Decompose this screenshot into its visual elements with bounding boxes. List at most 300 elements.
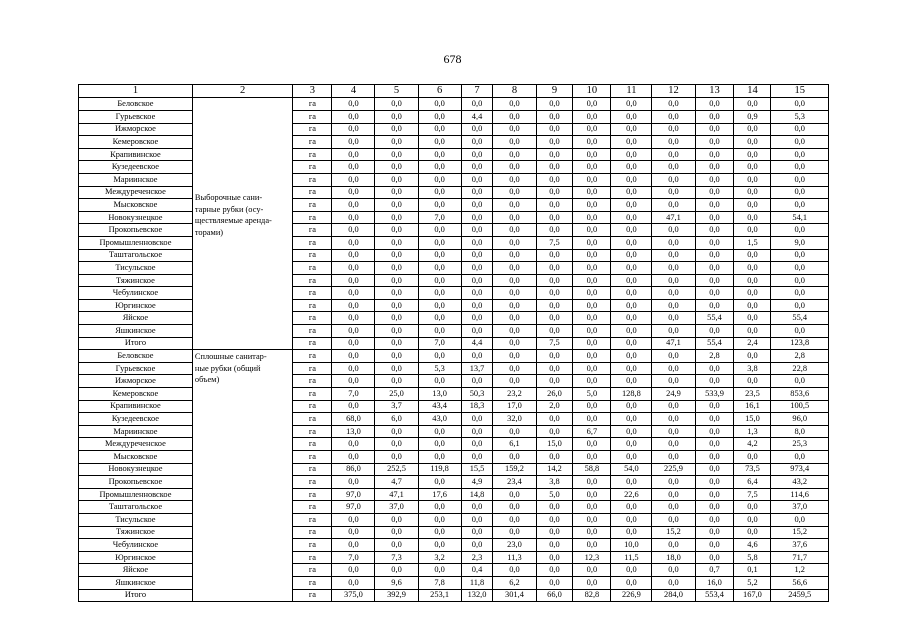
value-cell: 43,2 bbox=[771, 476, 829, 489]
value-cell: 23,4 bbox=[493, 476, 536, 489]
value-cell: 0,0 bbox=[611, 110, 652, 123]
value-cell: 6,1 bbox=[493, 438, 536, 451]
value-cell: 253,1 bbox=[418, 589, 461, 602]
value-cell: 0,0 bbox=[375, 350, 418, 363]
value-cell: 0,0 bbox=[332, 148, 375, 161]
unit-cell: га bbox=[293, 236, 332, 249]
table-row bbox=[79, 337, 829, 350]
value-cell: 0,0 bbox=[652, 425, 695, 438]
value-cell: 0,0 bbox=[536, 211, 573, 224]
value-cell: 0,0 bbox=[573, 186, 611, 199]
value-cell: 0,0 bbox=[536, 501, 573, 514]
value-cell: 0,0 bbox=[375, 186, 418, 199]
group-label-line: тарные рубки (осу- bbox=[194, 204, 264, 214]
unit-cell: га bbox=[293, 211, 332, 224]
value-cell: 0,0 bbox=[652, 438, 695, 451]
value-cell: 0,0 bbox=[573, 287, 611, 300]
value-cell: 0,0 bbox=[611, 362, 652, 375]
unit-cell: га bbox=[293, 148, 332, 161]
value-cell: 0,0 bbox=[332, 325, 375, 338]
value-cell: 0,0 bbox=[375, 98, 418, 111]
value-cell: 0,0 bbox=[695, 451, 734, 464]
value-cell: 2,8 bbox=[695, 350, 734, 363]
value-cell: 3,2 bbox=[418, 551, 461, 564]
header-cell: 6 bbox=[418, 85, 461, 98]
table-row bbox=[79, 564, 829, 577]
unit-cell: га bbox=[293, 249, 332, 262]
value-cell: 0,0 bbox=[652, 299, 695, 312]
value-cell: 0,0 bbox=[418, 539, 461, 552]
value-cell: 18,3 bbox=[461, 400, 493, 413]
value-cell: 0,0 bbox=[418, 173, 461, 186]
value-cell: 0,0 bbox=[771, 274, 829, 287]
unit-cell: га bbox=[293, 274, 332, 287]
value-cell: 392,9 bbox=[375, 589, 418, 602]
value-cell: 0,0 bbox=[332, 438, 375, 451]
unit-cell: га bbox=[293, 413, 332, 426]
value-cell: 0,0 bbox=[461, 123, 493, 136]
value-cell: 11,8 bbox=[461, 576, 493, 589]
value-cell: 128,8 bbox=[611, 388, 652, 401]
value-cell: 37,0 bbox=[771, 501, 829, 514]
unit-cell: га bbox=[293, 136, 332, 149]
value-cell: 0,0 bbox=[418, 425, 461, 438]
value-cell: 0,0 bbox=[461, 211, 493, 224]
data-table bbox=[78, 84, 829, 602]
value-cell: 0,0 bbox=[332, 375, 375, 388]
unit-cell: га bbox=[293, 501, 332, 514]
value-cell: 0,0 bbox=[418, 451, 461, 464]
value-cell: 73,5 bbox=[734, 463, 771, 476]
value-cell: 10,0 bbox=[611, 539, 652, 552]
value-cell: 0,0 bbox=[418, 564, 461, 577]
value-cell: 0,0 bbox=[493, 325, 536, 338]
value-cell: 0,0 bbox=[573, 211, 611, 224]
group-label-line: Выборочные сани- bbox=[194, 193, 263, 203]
value-cell: 0,0 bbox=[652, 110, 695, 123]
value-cell: 96,0 bbox=[771, 413, 829, 426]
value-cell: 0,0 bbox=[573, 526, 611, 539]
value-cell: 0,0 bbox=[695, 463, 734, 476]
district-name-cell: Кузедеевское bbox=[79, 161, 193, 174]
table-row bbox=[79, 274, 829, 287]
value-cell: 0,0 bbox=[652, 501, 695, 514]
value-cell: 0,0 bbox=[536, 325, 573, 338]
value-cell: 0,0 bbox=[611, 438, 652, 451]
value-cell: 225,9 bbox=[652, 463, 695, 476]
value-cell: 0,0 bbox=[734, 98, 771, 111]
value-cell: 32,0 bbox=[493, 413, 536, 426]
value-cell: 100,5 bbox=[771, 400, 829, 413]
header-cell: 12 bbox=[652, 85, 695, 98]
value-cell: 2,8 bbox=[771, 350, 829, 363]
value-cell: 0,0 bbox=[332, 526, 375, 539]
value-cell: 0,0 bbox=[461, 350, 493, 363]
district-name-cell: Прокопьевское bbox=[79, 476, 193, 489]
unit-cell: га bbox=[293, 110, 332, 123]
value-cell: 0,0 bbox=[652, 262, 695, 275]
group-label-line: торами) bbox=[194, 227, 224, 237]
value-cell: 0,0 bbox=[493, 123, 536, 136]
value-cell: 0,0 bbox=[611, 501, 652, 514]
unit-cell: га bbox=[293, 463, 332, 476]
value-cell: 0,0 bbox=[652, 148, 695, 161]
district-name-cell: Промышленновское bbox=[79, 236, 193, 249]
value-cell: 0,0 bbox=[771, 199, 829, 212]
value-cell: 0,0 bbox=[418, 262, 461, 275]
value-cell: 0,0 bbox=[652, 350, 695, 363]
value-cell: 0,0 bbox=[611, 413, 652, 426]
unit-cell: га bbox=[293, 526, 332, 539]
value-cell: 0,0 bbox=[536, 123, 573, 136]
value-cell: 23,5 bbox=[734, 388, 771, 401]
value-cell: 301,4 bbox=[493, 589, 536, 602]
district-name-cell: Новокузнецкое bbox=[79, 463, 193, 476]
value-cell: 7,0 bbox=[332, 551, 375, 564]
table-row bbox=[79, 98, 829, 111]
district-name-cell: Беловское bbox=[79, 350, 193, 363]
value-cell: 0,0 bbox=[771, 136, 829, 149]
table-row bbox=[79, 576, 829, 589]
district-name-cell: Яшкинское bbox=[79, 576, 193, 589]
value-cell: 0,0 bbox=[375, 425, 418, 438]
value-cell: 0,0 bbox=[493, 236, 536, 249]
value-cell: 0,0 bbox=[418, 123, 461, 136]
value-cell: 0,0 bbox=[695, 425, 734, 438]
value-cell: 5,8 bbox=[734, 551, 771, 564]
table-row bbox=[79, 350, 829, 363]
table-row bbox=[79, 287, 829, 300]
value-cell: 54,1 bbox=[771, 211, 829, 224]
value-cell: 973,4 bbox=[771, 463, 829, 476]
value-cell: 2,4 bbox=[734, 337, 771, 350]
value-cell: 0,0 bbox=[695, 501, 734, 514]
value-cell: 0,0 bbox=[461, 438, 493, 451]
unit-cell: га bbox=[293, 564, 332, 577]
value-cell: 0,0 bbox=[611, 98, 652, 111]
value-cell: 5,0 bbox=[573, 388, 611, 401]
unit-cell: га bbox=[293, 161, 332, 174]
district-name-cell: Мариинское bbox=[79, 425, 193, 438]
value-cell: 0,0 bbox=[536, 224, 573, 237]
district-name-cell: Тисульское bbox=[79, 513, 193, 526]
value-cell: 0,0 bbox=[652, 400, 695, 413]
value-cell: 0,0 bbox=[573, 299, 611, 312]
value-cell: 0,0 bbox=[573, 123, 611, 136]
value-cell: 0,0 bbox=[611, 312, 652, 325]
value-cell: 0,0 bbox=[652, 123, 695, 136]
table-row bbox=[79, 513, 829, 526]
value-cell: 2,3 bbox=[461, 551, 493, 564]
value-cell: 0,0 bbox=[734, 325, 771, 338]
value-cell: 0,0 bbox=[418, 249, 461, 262]
value-cell: 0,0 bbox=[461, 148, 493, 161]
value-cell: 0,0 bbox=[573, 438, 611, 451]
value-cell: 0,0 bbox=[461, 299, 493, 312]
unit-cell: га bbox=[293, 98, 332, 111]
table-row bbox=[79, 539, 829, 552]
table-row bbox=[79, 136, 829, 149]
value-cell: 0,0 bbox=[493, 299, 536, 312]
value-cell: 0,0 bbox=[536, 148, 573, 161]
value-cell: 0,0 bbox=[332, 262, 375, 275]
value-cell: 0,0 bbox=[695, 199, 734, 212]
value-cell: 0,0 bbox=[375, 312, 418, 325]
value-cell: 0,0 bbox=[734, 123, 771, 136]
value-cell: 0,0 bbox=[573, 488, 611, 501]
group-label-cell bbox=[192, 98, 293, 350]
unit-cell: га bbox=[293, 589, 332, 602]
value-cell: 0,0 bbox=[493, 564, 536, 577]
value-cell: 0,0 bbox=[771, 98, 829, 111]
value-cell: 0,0 bbox=[493, 362, 536, 375]
value-cell: 0,0 bbox=[493, 312, 536, 325]
group-label-line: Сплошные санитар- bbox=[194, 352, 267, 362]
value-cell: 0,7 bbox=[695, 564, 734, 577]
value-cell: 97,0 bbox=[332, 488, 375, 501]
value-cell: 0,0 bbox=[652, 98, 695, 111]
value-cell: 0,0 bbox=[695, 400, 734, 413]
value-cell: 0,0 bbox=[332, 173, 375, 186]
value-cell: 0,0 bbox=[461, 98, 493, 111]
value-cell: 0,0 bbox=[573, 110, 611, 123]
value-cell: 0,0 bbox=[652, 287, 695, 300]
value-cell: 14,8 bbox=[461, 488, 493, 501]
value-cell: 0,0 bbox=[332, 136, 375, 149]
header-cell: 2 bbox=[192, 85, 293, 98]
header-cell: 10 bbox=[573, 85, 611, 98]
value-cell: 0,0 bbox=[573, 136, 611, 149]
value-cell: 0,0 bbox=[493, 211, 536, 224]
unit-cell: га bbox=[293, 425, 332, 438]
value-cell: 0,0 bbox=[536, 199, 573, 212]
value-cell: 4,9 bbox=[461, 476, 493, 489]
value-cell: 0,0 bbox=[573, 362, 611, 375]
value-cell: 3,8 bbox=[734, 362, 771, 375]
value-cell: 0,0 bbox=[734, 262, 771, 275]
value-cell: 0,0 bbox=[652, 199, 695, 212]
value-cell: 0,0 bbox=[493, 526, 536, 539]
value-cell: 0,0 bbox=[332, 98, 375, 111]
value-cell: 0,0 bbox=[375, 299, 418, 312]
value-cell: 9,6 bbox=[375, 576, 418, 589]
value-cell: 0,0 bbox=[375, 438, 418, 451]
district-name-cell: Междуреченское bbox=[79, 438, 193, 451]
table-row bbox=[79, 110, 829, 123]
value-cell: 3,7 bbox=[375, 400, 418, 413]
unit-cell: га bbox=[293, 287, 332, 300]
value-cell: 7,8 bbox=[418, 576, 461, 589]
value-cell: 0,0 bbox=[771, 186, 829, 199]
unit-cell: га bbox=[293, 451, 332, 464]
value-cell: 0,0 bbox=[461, 501, 493, 514]
value-cell: 0,0 bbox=[536, 526, 573, 539]
value-cell: 0,0 bbox=[375, 110, 418, 123]
table-row bbox=[79, 501, 829, 514]
value-cell: 0,0 bbox=[695, 325, 734, 338]
value-cell: 0,0 bbox=[771, 299, 829, 312]
unit-cell: га bbox=[293, 299, 332, 312]
value-cell: 0,0 bbox=[461, 161, 493, 174]
value-cell: 0,0 bbox=[375, 136, 418, 149]
value-cell: 0,0 bbox=[573, 249, 611, 262]
unit-cell: га bbox=[293, 224, 332, 237]
value-cell: 18,0 bbox=[652, 551, 695, 564]
district-name-cell: Итого bbox=[79, 589, 193, 602]
value-cell: 0,0 bbox=[734, 375, 771, 388]
value-cell: 0,0 bbox=[418, 312, 461, 325]
value-cell: 0,1 bbox=[734, 564, 771, 577]
value-cell: 0,0 bbox=[461, 274, 493, 287]
value-cell: 0,0 bbox=[652, 249, 695, 262]
value-cell: 0,0 bbox=[461, 425, 493, 438]
value-cell: 0,0 bbox=[611, 425, 652, 438]
unit-cell: га bbox=[293, 551, 332, 564]
value-cell: 0,0 bbox=[734, 312, 771, 325]
table-row bbox=[79, 299, 829, 312]
header-cell: 13 bbox=[695, 85, 734, 98]
value-cell: 853,6 bbox=[771, 388, 829, 401]
value-cell: 119,8 bbox=[418, 463, 461, 476]
unit-cell: га bbox=[293, 262, 332, 275]
value-cell: 2459,5 bbox=[771, 589, 829, 602]
value-cell: 5,0 bbox=[536, 488, 573, 501]
district-name-cell: Чебулинское bbox=[79, 287, 193, 300]
value-cell: 0,0 bbox=[493, 287, 536, 300]
value-cell: 8,0 bbox=[771, 425, 829, 438]
value-cell: 0,0 bbox=[493, 161, 536, 174]
header-cell: 11 bbox=[611, 85, 652, 98]
value-cell: 0,0 bbox=[573, 451, 611, 464]
value-cell: 0,0 bbox=[573, 413, 611, 426]
table-row bbox=[79, 451, 829, 464]
group-label-cell bbox=[192, 350, 293, 602]
value-cell: 0,0 bbox=[611, 224, 652, 237]
value-cell: 0,0 bbox=[695, 539, 734, 552]
value-cell: 0,0 bbox=[536, 262, 573, 275]
value-cell: 0,0 bbox=[695, 161, 734, 174]
value-cell: 0,0 bbox=[611, 299, 652, 312]
value-cell: 0,0 bbox=[611, 136, 652, 149]
value-cell: 0,0 bbox=[695, 136, 734, 149]
value-cell: 252,5 bbox=[375, 463, 418, 476]
value-cell: 0,0 bbox=[375, 199, 418, 212]
value-cell: 16,1 bbox=[734, 400, 771, 413]
value-cell: 0,0 bbox=[573, 325, 611, 338]
value-cell: 0,0 bbox=[611, 576, 652, 589]
value-cell: 47,1 bbox=[652, 337, 695, 350]
district-name-cell: Кемеровское bbox=[79, 388, 193, 401]
value-cell: 16,0 bbox=[695, 576, 734, 589]
value-cell: 0,4 bbox=[461, 564, 493, 577]
value-cell: 114,6 bbox=[771, 488, 829, 501]
value-cell: 0,0 bbox=[573, 173, 611, 186]
value-cell: 0,0 bbox=[695, 110, 734, 123]
value-cell: 13,7 bbox=[461, 362, 493, 375]
value-cell: 0,0 bbox=[771, 287, 829, 300]
value-cell: 7,0 bbox=[418, 337, 461, 350]
table-row bbox=[79, 438, 829, 451]
value-cell: 0,0 bbox=[734, 526, 771, 539]
table-body bbox=[79, 85, 829, 602]
value-cell: 0,0 bbox=[611, 287, 652, 300]
value-cell: 0,0 bbox=[461, 173, 493, 186]
value-cell: 0,0 bbox=[611, 337, 652, 350]
value-cell: 0,0 bbox=[332, 274, 375, 287]
value-cell: 0,0 bbox=[652, 186, 695, 199]
value-cell: 0,0 bbox=[611, 350, 652, 363]
value-cell: 0,0 bbox=[493, 375, 536, 388]
table-row bbox=[79, 425, 829, 438]
value-cell: 5,3 bbox=[418, 362, 461, 375]
value-cell: 0,0 bbox=[332, 161, 375, 174]
value-cell: 0,0 bbox=[461, 249, 493, 262]
value-cell: 0,0 bbox=[695, 299, 734, 312]
value-cell: 6,4 bbox=[734, 476, 771, 489]
value-cell: 0,0 bbox=[461, 186, 493, 199]
header-cell: 8 bbox=[493, 85, 536, 98]
table-row bbox=[79, 325, 829, 338]
value-cell: 0,0 bbox=[493, 262, 536, 275]
value-cell: 2,0 bbox=[536, 400, 573, 413]
value-cell: 0,0 bbox=[332, 513, 375, 526]
table-row bbox=[79, 312, 829, 325]
value-cell: 0,0 bbox=[611, 526, 652, 539]
value-cell: 0,0 bbox=[418, 236, 461, 249]
table-row bbox=[79, 186, 829, 199]
value-cell: 0,0 bbox=[375, 161, 418, 174]
unit-cell: га bbox=[293, 488, 332, 501]
table-row bbox=[79, 236, 829, 249]
table-row bbox=[79, 362, 829, 375]
district-name-cell: Междуреченское bbox=[79, 186, 193, 199]
value-cell: 0,0 bbox=[332, 539, 375, 552]
unit-cell: га bbox=[293, 438, 332, 451]
district-name-cell: Крапивинское bbox=[79, 148, 193, 161]
value-cell: 22,6 bbox=[611, 488, 652, 501]
header-cell: 14 bbox=[734, 85, 771, 98]
value-cell: 0,0 bbox=[332, 199, 375, 212]
value-cell: 0,0 bbox=[734, 136, 771, 149]
value-cell: 0,0 bbox=[332, 299, 375, 312]
value-cell: 0,0 bbox=[573, 337, 611, 350]
value-cell: 0,0 bbox=[493, 488, 536, 501]
district-name-cell: Юргинское bbox=[79, 299, 193, 312]
group-label-line: объем) bbox=[194, 375, 220, 385]
value-cell: 0,0 bbox=[695, 413, 734, 426]
district-name-cell: Новокузнецкое bbox=[79, 211, 193, 224]
value-cell: 0,0 bbox=[573, 501, 611, 514]
value-cell: 0,0 bbox=[493, 136, 536, 149]
district-name-cell: Яйское bbox=[79, 312, 193, 325]
value-cell: 0,0 bbox=[536, 312, 573, 325]
value-cell: 0,0 bbox=[536, 274, 573, 287]
value-cell: 4,4 bbox=[461, 337, 493, 350]
value-cell: 0,0 bbox=[536, 551, 573, 564]
value-cell: 0,0 bbox=[375, 526, 418, 539]
value-cell: 0,0 bbox=[611, 186, 652, 199]
value-cell: 37,0 bbox=[375, 501, 418, 514]
value-cell: 0,0 bbox=[771, 148, 829, 161]
value-cell: 0,0 bbox=[493, 98, 536, 111]
value-cell: 0,0 bbox=[573, 199, 611, 212]
value-cell: 11,3 bbox=[493, 551, 536, 564]
value-cell: 533,9 bbox=[695, 388, 734, 401]
value-cell: 7,5 bbox=[536, 236, 573, 249]
value-cell: 0,0 bbox=[461, 136, 493, 149]
value-cell: 0,0 bbox=[493, 110, 536, 123]
table-row bbox=[79, 249, 829, 262]
